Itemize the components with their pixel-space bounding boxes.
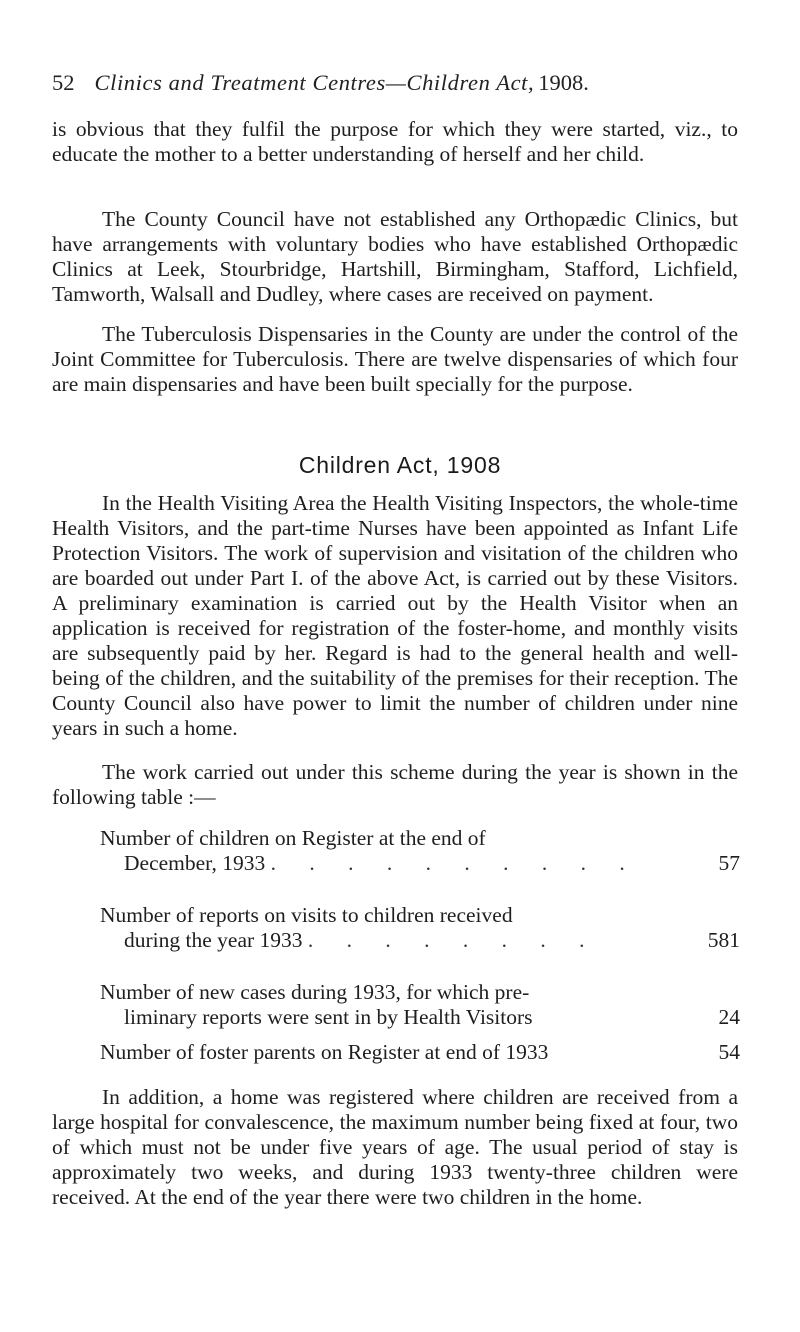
row-label: Number of reports on visits to children received <box>100 903 513 927</box>
paragraph-orthopaedic-clinics: The County Council have not established any Orthopædic Clinics, but have arrangements with voluntary bodies who have established Orthopædic Clinics at Leek, Stourbridge, Hartshill, Birmingham, Stafford, Lichfield, Tamworth, Walsall and Dudley, where cases are received on payment. <box>52 207 738 306</box>
paragraph-continuation: is obvious that they fulfil the purpose for which they were started, viz., to educate the mother to a better understanding of herself and her child. <box>52 117 738 166</box>
running-title-year: 1908. <box>538 70 589 95</box>
table-row <box>100 980 740 1030</box>
row-value: 54 <box>718 1040 740 1064</box>
section-heading: Children Act, 1908 <box>298 452 502 478</box>
paragraph-table-intro: The work carried out under this scheme during the year is shown in the following table :— <box>52 760 738 809</box>
row-label: Number of children on Register at the end of <box>100 826 486 850</box>
page-header <box>52 68 692 98</box>
page-number: 52 <box>52 70 75 95</box>
table-row <box>100 903 740 953</box>
row-label: Number of foster parents on Register at end of 1933 <box>100 1040 549 1064</box>
row-value: 24 <box>718 1005 740 1029</box>
table-row <box>100 1040 740 1065</box>
row-value: 581 <box>707 928 740 952</box>
row-label: Number of new cases during 1933, for which pre- <box>100 980 530 1004</box>
paragraph-health-visiting: In the Health Visiting Area the Health Visiting Inspectors, the whole-time Health Visitors, and the part-time Nurses have been appointed as Infant Life Protection Visitors. The work of supervision and visitation of the children who are boarded out under Part I. of the above Act, is carried out by these Visitors. A preliminary examination is carried out by the Health Visitor when an application is received for registration of the foster-home, and monthly visits are subsequently paid by her. Regard is had to the general health and well-being of the children, and the suitability of the premises for their reception. The County Council also have power to limit the number of children under nine years in such a home. <box>52 491 738 740</box>
row-label-continued: during the year 1933 . . . . . . . . <box>124 928 599 952</box>
dot-leader: . . . . . . . . <box>307 928 599 952</box>
row-label-continued: December, 1933 . . . . . . . . . . <box>124 851 639 875</box>
row-label-continued: liminary reports were sent in by Health Visitors <box>124 1005 533 1029</box>
paragraph-tuberculosis-dispensaries: The Tuberculosis Dispensaries in the County are under the control of the Joint Committee for Tuberculosis. There are twelve dispensaries of which four are main dispensaries and have been built specially for the purpose. <box>52 322 738 396</box>
table-row <box>100 826 740 876</box>
row-value: 57 <box>718 851 740 875</box>
running-title: Clinics and Treatment Centres—Children Act, <box>94 70 535 95</box>
dot-leader: . . . . . . . . . . <box>270 851 639 875</box>
paragraph-convalescent-home: In addition, a home was registered where children are received from a large hospital for convalescence, the maximum number being fixed at four, two of which must not be under five years of age. The usual period of stay is approximately two weeks, and during 1933 twenty-three children were received. At the end of the year there were two children in the home. <box>52 1085 738 1209</box>
